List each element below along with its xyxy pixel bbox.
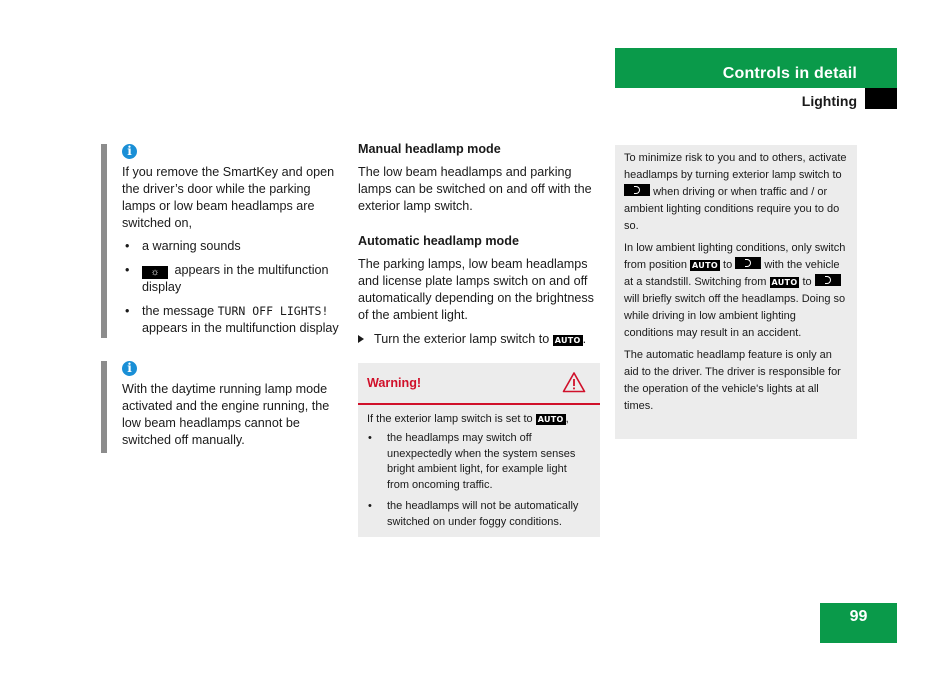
arrow-icon [358,335,364,343]
sidebar-text: will briefly switch off the headlamps. Doing so while driving in low ambient lighting conditions may result in an accident. [624,293,846,339]
display-message: TURN OFF LIGHTS! [217,304,329,318]
warning-lead-end: , [565,413,569,425]
auto-symbol-icon: AUTO [537,415,564,424]
automatic-heading: Automatic headlamp mode [358,234,519,248]
sidebar-paragraph [624,150,848,235]
warning-triangle-icon [562,371,586,393]
info-box-smartkey [101,144,346,338]
low-beam-icon [624,184,650,196]
warning-lead-text: If the exterior lamp switch is set to [367,413,533,425]
sidebar-text: In low ambient lighting conditions, only switch from position [624,242,846,271]
info-bullet-list [122,238,346,337]
sidebar-text: when driving or when traffic and / or ambient lighting conditions require you to do so. [624,186,840,232]
manual-text: The low beam headlamps and parking lamps can be switched on and off with the exterior lamp switch. [358,165,592,213]
sidebar-text: with the vehicle at a standstill. Switching from [624,259,840,288]
instruction-end: . [582,332,587,346]
manual-heading: Manual headlamp mode [358,142,501,156]
sidebar-text: to [802,276,812,288]
sidebar-text: to [723,259,733,271]
info-icon: i [122,361,137,376]
sidebar-paragraph: The automatic headlamp feature is only an aid to the driver. The driver is responsible for the operation of the vehicle's lights at all times. [624,349,841,412]
bullet-text: a warning sounds [142,239,241,253]
low-beam-icon [815,274,841,286]
light-symbol-icon: ☼ [142,266,168,279]
info-icon: i [122,144,137,159]
sidebar-text: To minimize risk to you and to others, activate headlamps by turning exterior lamp switch to [624,152,847,181]
auto-symbol-icon: AUTO [771,278,798,287]
info-intro: If you remove the SmartKey and open the driver’s door while the parking lamps or low beam headlamps are switched on, [122,165,335,230]
sidebar-paragraph [624,240,848,342]
headlamp-modes [358,142,600,348]
warning-title: Warning! [367,376,422,390]
warning-body [358,405,600,530]
info-box-daytime [101,361,346,453]
low-beam-icon [735,257,761,269]
page-number: 99 [820,603,897,643]
warning-header [358,363,600,405]
bullet-text: appears in the multifunction display [142,321,339,335]
auto-symbol-icon: AUTO [554,336,581,345]
list-item [122,238,346,255]
warning-box [358,363,600,537]
safety-sidebar [615,145,857,439]
instruction-step [358,331,600,348]
warning-lead [367,411,591,427]
info-text: With the daytime running lamp mode activated and the engine running, the low beam headlamps cannot be switched off manually. [122,382,330,447]
warning-list [367,431,591,530]
list-item [122,303,346,337]
list-item: • the headlamps will not be automatically switched on under foggy conditions. [367,499,591,530]
list-item: • the headlamps may switch off unexpectedly when the system senses bright ambient light, for example light from oncoming traffic. [367,431,591,493]
auto-symbol-icon: AUTO [692,261,718,270]
list-item [122,262,346,296]
section-title: Controls in detail [722,65,857,82]
header-bar [615,48,897,88]
subsection-title: Lighting [801,93,857,109]
header-marker [865,88,897,109]
automatic-text: The parking lamps, low beam headlamps and license plate lamps switch on and off automatically depending on the brightness of the ambient light. [358,257,594,322]
bullet-text: the message [142,304,215,318]
bullet-text: appears in the multifunction display [142,263,329,294]
instruction-text: Turn the exterior lamp switch to [374,332,550,346]
